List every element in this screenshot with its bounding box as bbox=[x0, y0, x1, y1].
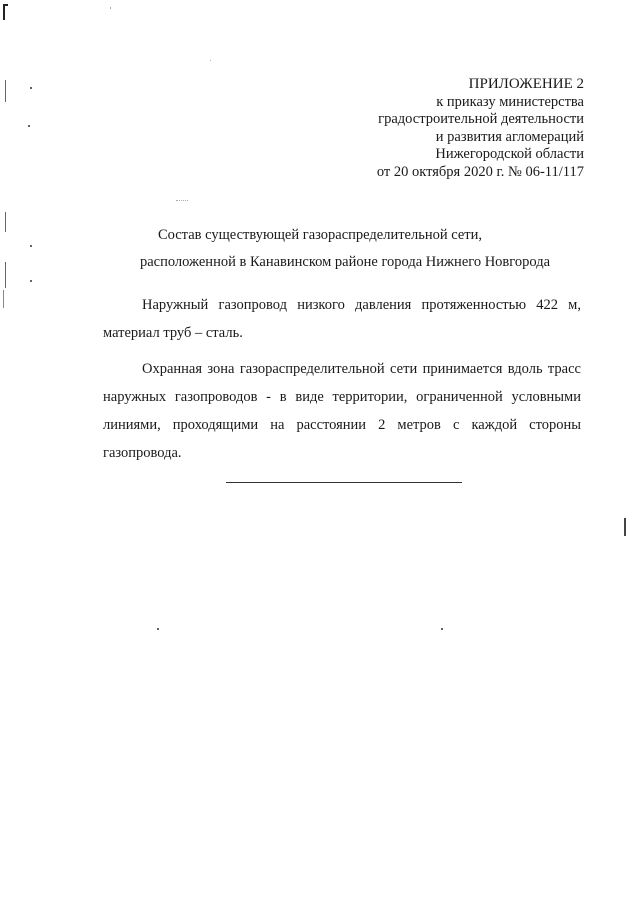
document-body bbox=[103, 291, 581, 475]
header-line: к приказу министерства bbox=[436, 93, 584, 110]
scan-specks bbox=[176, 200, 188, 203]
scan-speck bbox=[210, 60, 211, 61]
document-title-line-2: расположенной в Канавинском районе города Нижнего Новгорода bbox=[139, 254, 551, 270]
scan-speck bbox=[157, 628, 159, 630]
scan-corner-mark-horizontal bbox=[3, 4, 8, 6]
header-line: Нижегородской области bbox=[435, 146, 584, 162]
scan-edge-mark bbox=[3, 290, 4, 308]
paragraph-protection-zone: Охранная зона газораспределительной сети принимается вдоль трасс наружных газопроводов - в виде территории, ограниченной условными линиями, проходящими на расстоянии 2 метров с каждой стороны газопровода. bbox=[103, 361, 581, 461]
order-date-number: от 20 октября 2020 г. № 06-11/117 bbox=[376, 163, 584, 180]
scan-edge-mark-right bbox=[624, 518, 626, 536]
end-separator-line bbox=[226, 482, 462, 483]
scan-speck bbox=[28, 125, 30, 127]
header-line: и развития агломераций bbox=[435, 128, 584, 145]
scan-speck bbox=[441, 628, 443, 630]
document-title bbox=[0, 224, 640, 273]
scan-corner-mark bbox=[3, 4, 5, 20]
scan-speck bbox=[30, 280, 32, 282]
header-line: градостроительной деятельности bbox=[378, 111, 584, 127]
scan-edge-mark bbox=[5, 80, 6, 102]
appendix-title: ПРИЛОЖЕНИЕ 2 bbox=[468, 76, 584, 92]
scan-speck bbox=[30, 87, 32, 89]
scan-speck bbox=[110, 7, 111, 9]
paragraph-pipeline: Наружный газопровод низкого давления протяженностью 422 м, материал труб – сталь. bbox=[103, 297, 581, 341]
document-title-line-1: Состав существующей газораспределительной сети, bbox=[157, 227, 483, 243]
appendix-header bbox=[377, 76, 584, 181]
